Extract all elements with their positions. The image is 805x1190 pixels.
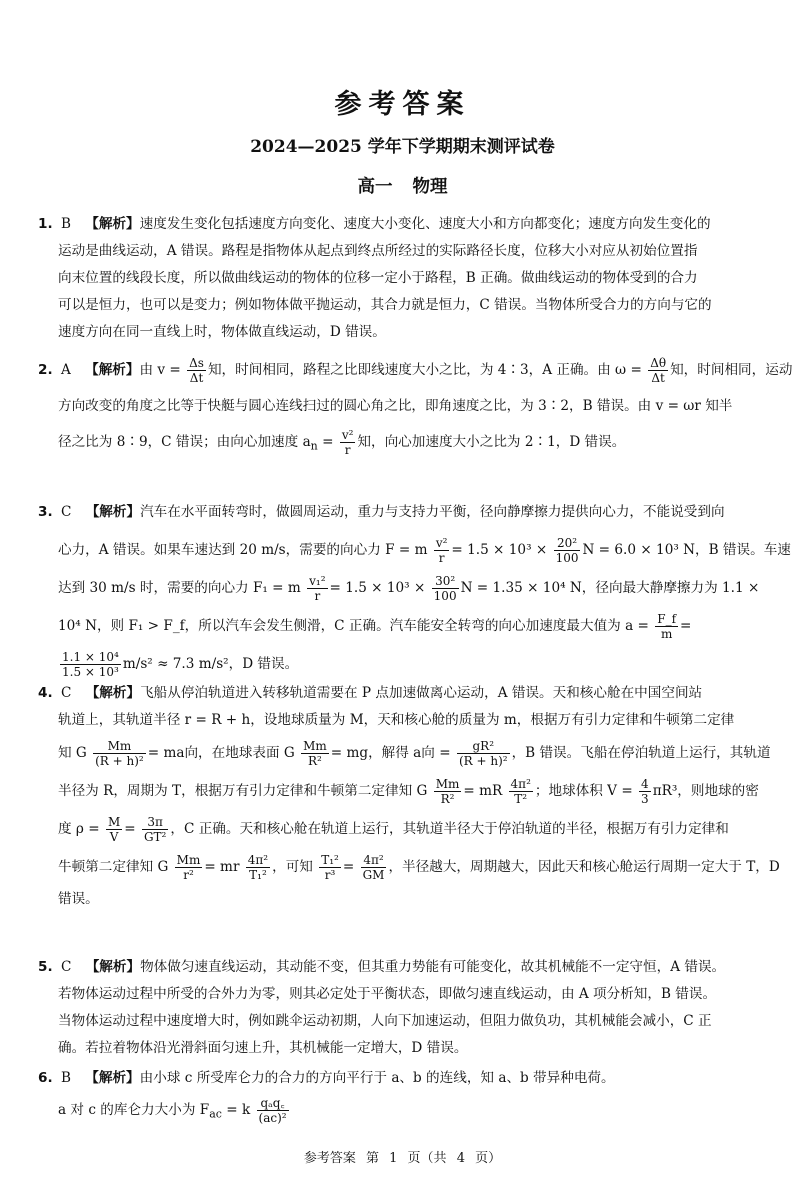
text-segment: 达到 30 m/s 时，需要的向心力 F₁ = m <box>58 580 301 596</box>
fraction <box>106 815 122 844</box>
answer-letter: C <box>60 959 72 975</box>
denominator: r <box>314 589 321 603</box>
analysis-tag: 【解析】 <box>85 685 141 701</box>
numerator: T₁² <box>321 853 339 867</box>
analysis-tag: 【解析】 <box>85 1070 140 1086</box>
text-segment: a 对 c 的库仑力大小为 F <box>58 1102 210 1118</box>
text-line: 确。若拉着物体沿光滑斜面匀速上升，其机械能一定增大，D 错误。 <box>58 1040 468 1056</box>
numerator: qₐq꜀ <box>257 1096 289 1111</box>
numerator: v₁² <box>309 574 326 588</box>
text-segment: = 1.5 × 10³ × <box>451 542 548 558</box>
text-segment: N = 1.35 × 10⁴ N，径向最大静摩擦力为 1.1 × <box>460 580 760 596</box>
denominator: r³ <box>324 868 336 882</box>
question-4 <box>38 680 780 913</box>
numerator: Mm <box>303 739 327 753</box>
text-segment: ，可知 <box>272 859 313 875</box>
fraction <box>434 777 462 806</box>
question-number: 1. <box>38 216 53 232</box>
text-segment: 心力，A 错误。如果车速达到 20 m/s，需要的向心力 F = m <box>58 542 428 558</box>
text-line: 速度发生变化包括速度方向变化、速度大小变化、速度大小和方向都变化；速度方向发生变化的 <box>139 216 711 232</box>
text-segment: πR³，则地球的密 <box>652 783 759 799</box>
text-segment: = <box>317 434 334 450</box>
numerator: Δs <box>189 356 204 370</box>
fraction <box>246 853 270 882</box>
text-line: 若物体运动过程中所受的合外力为零，则其必定处于平衡状态，即做匀速直线运动，由 A 项分析知，B 错误。 <box>58 986 717 1002</box>
text-line: 错误。 <box>58 891 99 907</box>
denominator: (ac)² <box>258 1111 287 1125</box>
text-segment: ，B 错误。飞船在停泊轨道上运行，其轨道 <box>511 745 771 761</box>
text-segment: N = 6.0 × 10³ N，B 错误。车速 <box>582 542 791 558</box>
subscript: ac <box>209 1107 222 1121</box>
numerator: 4 <box>641 777 649 791</box>
text-segment: = mR <box>463 783 503 799</box>
text-segment: ；地球体积 V = <box>534 783 633 799</box>
answer-letter: C <box>60 685 72 701</box>
fraction <box>175 853 203 882</box>
numerator: v² <box>341 428 354 442</box>
question-number: 3. <box>38 504 53 520</box>
text-segment: 由 v = <box>139 362 181 378</box>
text-line: 可以是恒力，也可以是变力；例如物体做平抛运动，其合力就是恒力，C 错误。当物体所受合力的方向与它的 <box>58 297 712 313</box>
denominator: 1.5 × 10³ <box>62 665 119 679</box>
text-line: 轨道上，其轨道半径 r = R + h，设地球质量为 M，天和核心舱的质量为 m，根据万有引力定律和牛顿第二定律 <box>58 712 735 728</box>
fraction <box>93 739 146 768</box>
text-segment: 知 G <box>58 745 87 761</box>
text-segment: m/s² ≈ 7.3 m/s²，D 错误。 <box>122 656 299 672</box>
text-segment: 由小球 c 所受库仑力的合力的方向平行于 a、b 的连线，知 a、b 带异种电荷。 <box>139 1070 615 1086</box>
numerator: 30² <box>432 574 459 589</box>
denominator: 100 <box>433 589 457 603</box>
answer-letter: C <box>60 504 72 520</box>
numerator: Δθ <box>650 356 667 370</box>
fraction <box>307 574 327 603</box>
fraction <box>432 574 459 603</box>
denominator: R² <box>308 754 322 768</box>
numerator: M <box>107 815 121 829</box>
denominator: 3 <box>641 792 649 806</box>
numerator: 4π² <box>247 853 269 867</box>
text-segment: 半径为 R，周期为 T，根据万有引力定律和牛顿第二定律知 G <box>58 783 428 799</box>
numerator: 4π² <box>361 853 387 868</box>
text-segment: = <box>342 859 355 875</box>
fraction <box>648 356 668 385</box>
text-segment: = mg，解得 a向 = <box>330 745 451 761</box>
text-segment: 知，时间相同，运动 <box>670 362 793 378</box>
denominator: T² <box>514 792 528 806</box>
text-line: 物体做匀速直线运动，其动能不变，但其重力势能有可能变化，故其机械能不一定守恒，A 错误。 <box>140 959 726 975</box>
question-6 <box>38 1062 770 1131</box>
fraction <box>361 853 387 882</box>
text-segment: 径之比为 8∶9，C 错误；由向心加速度 a <box>58 434 311 450</box>
numerator: 20² <box>554 536 581 551</box>
text-segment: 度 ρ = <box>58 821 100 837</box>
text-line: 速度方向在同一直线上时，物体做直线运动，D 错误。 <box>58 324 386 340</box>
question-number: 2. <box>38 362 53 378</box>
text-segment: = <box>124 821 136 837</box>
denominator: (R + h)² <box>458 754 508 768</box>
answer-letter: B <box>60 216 71 232</box>
page-title: 参考答案 <box>334 89 471 120</box>
text-segment: = 1.5 × 10³ × <box>329 580 426 596</box>
denominator: T₁² <box>249 868 267 882</box>
question-number: 5. <box>38 959 53 975</box>
analysis-tag: 【解析】 <box>85 959 141 975</box>
subscript: n <box>310 439 318 453</box>
text-line: 当物体运动过程中速度增大时，例如跳伞运动初期，人向下加速运动，但阻力做负功，其机械能会减小，C 正 <box>58 1013 712 1029</box>
denominator: r <box>438 551 445 565</box>
denominator: R² <box>440 792 455 806</box>
question-1 <box>38 211 770 346</box>
fraction <box>319 853 341 882</box>
numerator: v² <box>435 536 448 550</box>
denominator: 100 <box>555 551 579 565</box>
fraction <box>457 739 510 768</box>
numerator: 4π² <box>510 777 531 791</box>
text-line: 向末位置的线段长度，所以做曲线运动的物体的位移一定小于路程，B 正确。做曲线运动的物体受到的合力 <box>58 270 698 286</box>
text-segment: 牛顿第二定律知 G <box>58 859 169 875</box>
fraction <box>187 356 206 385</box>
analysis-tag: 【解析】 <box>85 216 140 232</box>
fraction <box>434 536 450 565</box>
fraction <box>554 536 581 565</box>
question-5 <box>38 954 770 1062</box>
fraction <box>301 739 329 768</box>
numerator: F_f <box>657 612 677 626</box>
question-number: 4. <box>38 685 53 701</box>
text-segment: ，C 正确。天和核心舱在轨道上运行，其轨道半径大于停泊轨道的半径，根据万有引力定律和 <box>170 821 729 837</box>
denominator: GM <box>362 868 385 882</box>
question-3 <box>38 493 791 683</box>
numerator: Mm <box>435 777 460 791</box>
subject-heading: 高一 物理 <box>357 177 448 197</box>
numerator: Mm <box>176 853 201 867</box>
text-segment: 知，向心加速度大小之比为 2∶1，D 错误。 <box>357 434 626 450</box>
text-segment: 飞船从停泊轨道进入转移轨道需要在 P 点加速做离心运动，A 错误。天和核心舱在中国空间站 <box>140 685 703 701</box>
fraction <box>509 777 533 806</box>
numerator: 3π <box>142 815 168 830</box>
text-segment: = mr <box>204 859 240 875</box>
denominator: r <box>344 443 351 457</box>
denominator: (R + h)² <box>95 754 144 768</box>
numerator: gR² <box>457 739 510 754</box>
text-segment: 10⁴ N，则 F₁ > F_f，所以汽车会发生侧滑，C 正确。汽车能安全转弯的向心加速度最大值为 a = <box>58 618 649 634</box>
denominator: r² <box>183 868 194 882</box>
fraction <box>60 650 121 679</box>
fraction <box>639 777 651 806</box>
text-line: 运动是曲线运动，A 错误。路程是指物体从起点到终点所经过的实际路径长度，位移大小对应从初始位置指 <box>58 243 698 259</box>
answer-letter: A <box>60 362 71 378</box>
analysis-tag: 【解析】 <box>85 362 140 378</box>
denominator: m <box>660 627 673 641</box>
fraction <box>340 428 356 457</box>
denominator: Δt <box>189 371 204 385</box>
text-segment: ，半径越大，周期越大，因此天和核心舱运行周期一定大于 T，D <box>388 859 780 875</box>
text-segment: 汽车在水平面转弯时，做圆周运动，重力与支持力平衡，径向静摩擦力提供向心力，不能说受到向 <box>140 504 725 520</box>
fraction <box>142 815 168 844</box>
denominator: GT² <box>143 830 167 844</box>
denominator: Δt <box>651 371 665 385</box>
fraction <box>655 612 678 641</box>
page-footer: 参考答案 第 1 页（共 4 页） <box>303 1151 502 1166</box>
text-segment: = k <box>221 1102 251 1118</box>
denominator: V <box>109 830 119 844</box>
fraction <box>257 1096 289 1125</box>
text-segment: = <box>680 618 692 634</box>
question-number: 6. <box>38 1070 53 1086</box>
question-2 <box>38 352 793 465</box>
text-line: 方向改变的角度之比等于快艇与圆心连线扫过的圆心角之比，即角速度之比，为 3∶2，B 错误。由 v = ωr 知半 <box>58 398 733 414</box>
text-segment: = ma向，在地球表面 G <box>147 745 295 761</box>
numerator: Mm <box>93 739 146 754</box>
text-segment: 知，时间相同，路程之比即线速度大小之比，为 4∶3，A 正确。由 ω = <box>207 362 642 378</box>
exam-subtitle: 2024—2025 学年下学期期末测评试卷 <box>250 137 555 157</box>
answer-letter: B <box>60 1070 71 1086</box>
analysis-tag: 【解析】 <box>85 504 141 520</box>
numerator: 1.1 × 10⁴ <box>62 650 119 664</box>
